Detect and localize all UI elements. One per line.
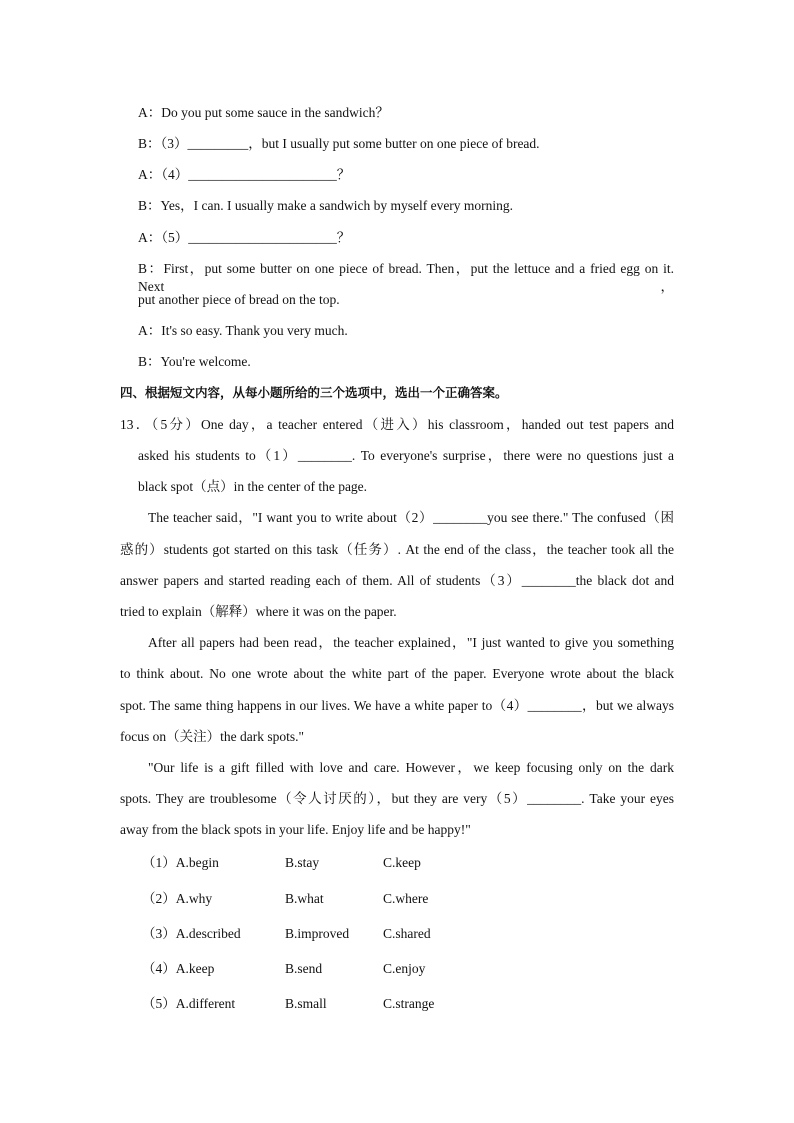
option-c: C.keep <box>383 855 421 870</box>
option-a: （2）A.why <box>142 891 213 906</box>
option-b: B.what <box>285 891 324 906</box>
passage-line: spots. They are troublesome（令人讨厌的），but they are very（5）________. Take your eyes <box>120 791 674 806</box>
dialogue-line: A：（4）______________________？ <box>138 167 351 182</box>
dialogue-line: A：It's so easy. Thank you very much. <box>138 323 348 338</box>
option-a: （1）A.begin <box>142 855 219 870</box>
dialogue-line: B：First，put some butter on one piece of bread. Then，put the lettuce and a fried egg on it. Next， <box>138 261 674 294</box>
section-heading: 四、根据短文内容，从每小题所给的三个选项中，选出一个正确答案。 <box>120 385 508 400</box>
passage-line: away from the black spots in your life. Enjoy life and be happy!" <box>120 822 471 837</box>
passage-line: 13．（5分）One day，a teacher entered（进入）his classroom，handed out test papers and <box>120 417 674 432</box>
dialogue-line: put another piece of bread on the top. <box>138 292 340 307</box>
passage-line: black spot（点）in the center of the page. <box>138 479 368 494</box>
passage-line: to think about. No one wrote about the white part of the paper. Everyone wrote about the black <box>120 666 674 681</box>
passage-line: spot. The same thing happens in our lives. We have a white paper to（4）________，but we always <box>120 698 674 713</box>
option-a: （4）A.keep <box>142 961 215 976</box>
dialogue-line: B：You're welcome. <box>138 354 251 369</box>
dialogue-line: A：（5）______________________？ <box>138 230 351 245</box>
option-a: （5）A.different <box>142 996 236 1011</box>
dialogue-line: B：Yes，I can. I usually make a sandwich by myself every morning. <box>138 198 514 213</box>
option-b: B.small <box>285 996 327 1011</box>
passage-line: focus on（关注）the dark spots." <box>120 729 304 744</box>
option-c: C.where <box>383 891 429 906</box>
option-b: B.improved <box>285 926 350 941</box>
option-b: B.stay <box>285 855 320 870</box>
passage-line: answer papers and started reading each of them. All of students（3）________the black dot and <box>120 573 674 588</box>
option-b: B.send <box>285 961 323 976</box>
passage-line: The teacher said，"I want you to write about（2）________you see there." The confused（困 <box>148 510 674 525</box>
option-c: C.strange <box>383 996 435 1011</box>
dialogue-line: A：Do you put some sauce in the sandwich？ <box>138 105 389 120</box>
option-a: （3）A.described <box>142 926 241 941</box>
passage-line: "Our life is a gift filled with love and care. However，we keep focusing only on the dark <box>148 760 674 775</box>
option-c: C.shared <box>383 926 431 941</box>
dialogue-line: B：（3）_________，but I usually put some butter on one piece of bread. <box>138 136 540 151</box>
passage-line: tried to explain（解释）where it was on the paper. <box>120 604 397 619</box>
passage-line: After all papers had been read，the teacher explained，"I just wanted to give you something <box>148 635 674 650</box>
passage-line: asked his students to（1）________. To everyone's surprise，there were no questions just a <box>138 448 674 463</box>
passage-line: 惑的）students got started on this task（任务）. At the end of the class，the teacher took all the <box>120 542 674 557</box>
option-c: C.enjoy <box>383 961 426 976</box>
